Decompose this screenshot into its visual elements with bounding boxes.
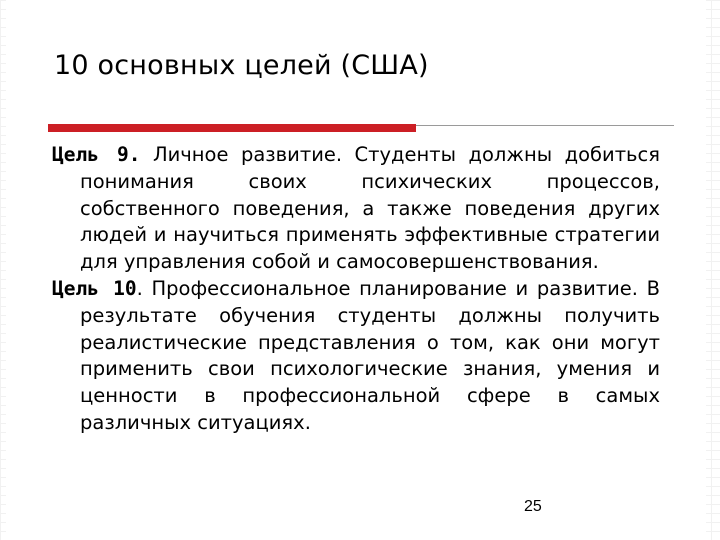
title-divider-line — [416, 125, 674, 126]
page-number: 25 — [524, 498, 542, 515]
goal-text-9: Личное развитие. Студенты должны добиться понимания своих психических процессов, собственного поведения, а также поведения других людей и научиться применять эффективные стратегии для управления собой и самосовершенствования. — [80, 143, 660, 274]
goal-paragraph-9 — [52, 142, 660, 276]
title-accent-bar — [48, 124, 416, 132]
goal-text-10: . Профессиональное планирование и развитие. В результате обучения студенты должны получить реалистические представления о том, как они могут применить свои психологические знания, умения и ценности в профессиональной сфере в самых различных ситуациях. — [80, 276, 660, 434]
goal-paragraph-10 — [52, 276, 660, 437]
goal-label-10: Цель 10 — [52, 276, 137, 300]
slide-title: 10 основных целей (США) — [54, 50, 429, 81]
slide-body — [52, 142, 660, 437]
goal-label-9: Цель 9. — [52, 143, 141, 166]
